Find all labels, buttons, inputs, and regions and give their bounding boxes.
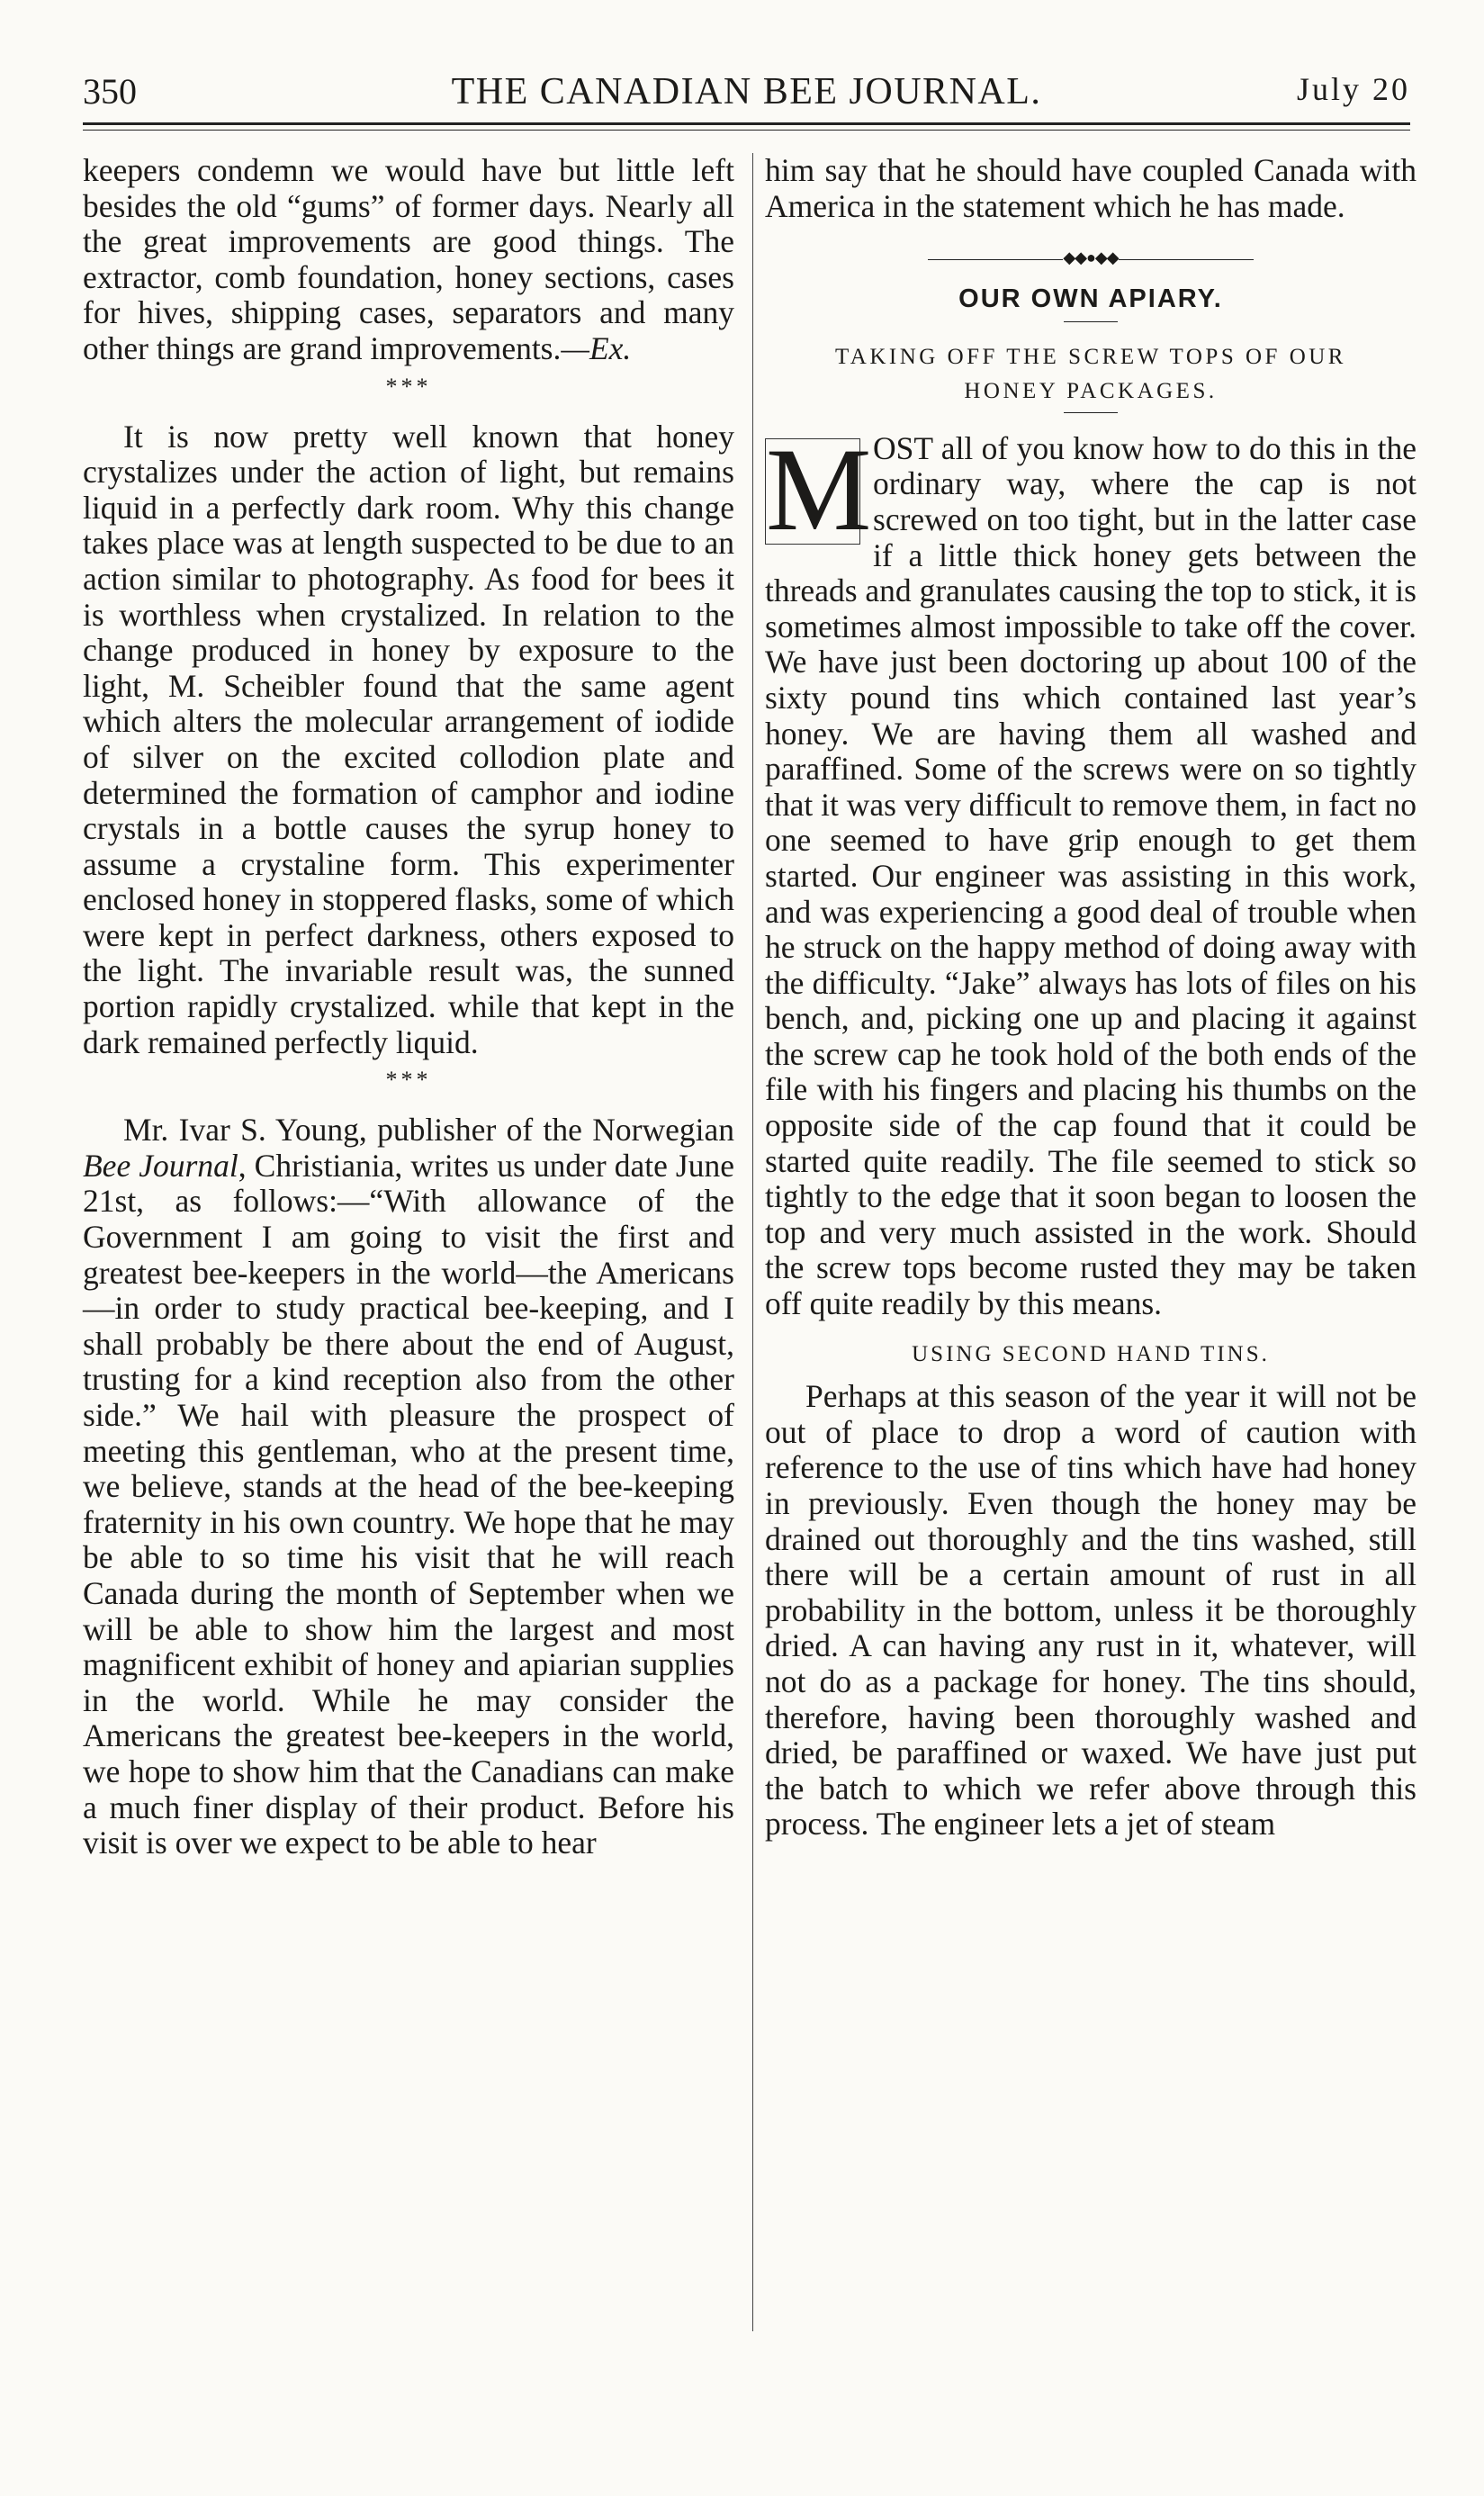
paragraph-text: Mr. Ivar S. Young, publisher of the Norwegian	[123, 1112, 734, 1149]
issue-date: July 20	[1296, 71, 1410, 107]
header-rule-thin	[83, 130, 1410, 131]
paragraph-honey-crystalizes: It is now pretty well known that honey crystalizes under the action of light, but remains liquid in a perfectly dark room. Why this change takes place was at length suspected to be due to an action similar to photography. As food for bees it is worthless when crystalized. In relation to the change produced in honey by exposure to the light, M. Scheibler found that the same agent which alters the molecular arrangement of iodide of silver on the excited collodion plate and determined the formation of camphor and iodine crystals in a bottle causes the syrup honey to assume a crystaline form. This experimenter enclosed honey in stoppered flasks, some of which were kept in perfect darkness, others exposed to the light. The invariable result was, the sunned portion rapidly crystalized. while that kept in the dark remained perfectly liquid.	[83, 418, 734, 1060]
paragraph-second-hand-tins: Perhaps at this season of the year it will not be out of place to drop a word of caution with reference to the use of tins which have had honey in previously. Even though the honey may be drained out thoroughly and the tins washed, still there will be a certain amount of rust in all probability in the bottom, unless it be thoroughly dried. A can having any rust in it, whatever, will not do as a package for honey. The tins should, therefore, having been thoroughly washed and dried, be paraffined or waxed. We have just put the batch to which we refer above through this process. The engineer lets a jet of steam	[765, 1378, 1417, 1843]
paragraph-screw-tops	[765, 422, 1417, 1322]
paragraph-text: OST all of you know how to do this in the ordinary way, where the cap is not screwed on too tight, but in the latter case if a little thick honey gets between the threads and granulates causing the top to stick, it is sometimes almost impossible to take off the cover. We have just been doctoring up about 100 of the sixty pound tins which contained last year’s honey. We are having them all washed and paraffined. Some of the screws were on so tightly that it was very difficult to remove them, in fact no one seemed to have grip enough to get them started. Our engineer was assisting in this work, and was experiencing a good deal of trouble when he struck on the happy method of doing away with the difficulty. “Jake” always has lots of files on his bench, and, picking one up and placing it against the screw cap he took hold of the both ends of the file with his fingers and placing his thumbs on the opposite side of the cap found that it could be started quite readily. The file seemed to stick so tightly to the edge that it soon began to loosen the top and very much assisted in the work. Should the screw tops become rusted they may be taken off quite readily by this means.	[765, 429, 1417, 1322]
paragraph-text: keepers condemn we would have but little left besides the old “gums” of former days. Nearly all the great improvements are good things. The extractor, comb foundation, honey sections, cases for hives, shipping cases, separators and many other things are grand improvements.	[83, 152, 734, 366]
ornamental-rule: ◆◆●◆◆	[765, 249, 1417, 266]
paragraph-improvements	[83, 153, 734, 367]
paragraph-text: , Christiania, writes us under date June 21st, as follows:—“With allowance of the Government I am going to visit the first and greatest bee-keepers in the world—the Americans—in order to study practical bee-keeping, and I shall probably be there about the end of August, trusting for a kind reception also from the other side.” We hail with pleasure the prospect of meeting this gentleman, who at the present time, we believe, stands at the head of the bee-keeping fraternity in his own country. We hope that he may be able to so time his visit that he will reach Canada during the month of September when we will be able to show him the largest and most magnificent exhibit of honey and apiarian supplies in the world. While he may consider the Americans the greatest bee-keepers in the world, we hope to show him that the Canadians can make a much finer display of their product. Before his visit is over we expect to be able to hear	[83, 1147, 734, 1861]
short-rule	[1064, 412, 1118, 413]
source-credit: —Ex.	[561, 329, 632, 366]
journal-title: THE CANADIAN BEE JOURNAL.	[451, 71, 1042, 113]
drop-cap: M	[766, 422, 872, 555]
section-title: OUR OWN APIARY.	[958, 284, 1223, 314]
subhead-line: TAKING OFF THE SCREW TOPS OF OUR	[835, 344, 1346, 369]
journal-name: Bee Journal	[83, 1147, 238, 1184]
section-separator-stars: *⁣*⁣*	[385, 1067, 432, 1094]
article-subhead	[765, 340, 1417, 409]
page-header	[83, 70, 1410, 115]
paragraph-continued: him say that he should have coupled Canada with America in the statement which he has made.	[765, 152, 1417, 224]
subhead-line: HONEY PACKAGES.	[964, 378, 1218, 403]
section-separator-stars: *⁣*⁣*	[385, 373, 432, 400]
header-rule-thick	[83, 122, 1410, 125]
short-rule	[1064, 321, 1118, 322]
article-subhead-second-hand-tins: USING SECOND HAND TINS.	[912, 1341, 1270, 1366]
page-number: 350	[83, 71, 137, 112]
left-column	[83, 153, 734, 1861]
paragraph-ivar-young	[83, 1113, 734, 1861]
right-column	[765, 153, 1417, 1843]
column-divider	[752, 153, 753, 2331]
